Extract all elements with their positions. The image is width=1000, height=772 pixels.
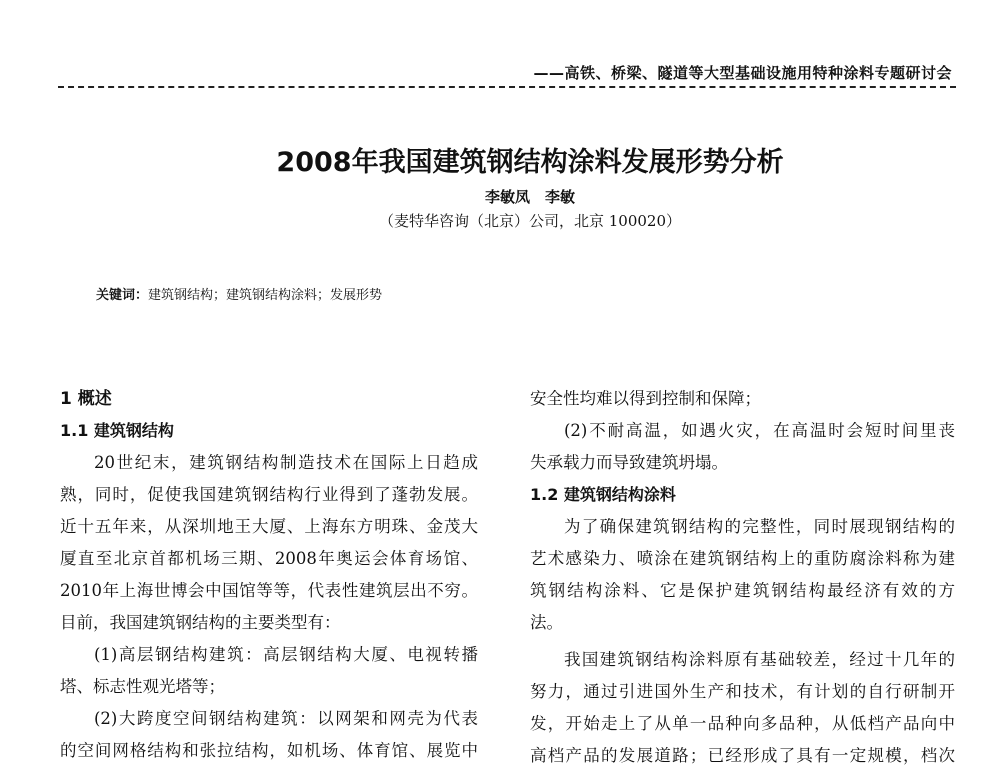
paragraph-line: 近十五年来，从深圳地王大厦、上海东方明珠、金茂大	[60, 517, 478, 536]
paragraph-line: 发，开始走上了从单一品种向多品种，从低档产品向中	[530, 714, 955, 733]
paragraph-line: 厦直至北京首都机场三期、2008年奥运会体育场馆、	[60, 549, 478, 568]
section-heading: 1 概述	[60, 389, 112, 409]
running-header: ——高铁、桥梁、隧道等大型基础设施用特种涂料专题研讨会	[533, 64, 952, 82]
paragraph-line: 为了确保建筑钢结构的完整性，同时展现钢结构的	[564, 517, 955, 536]
keywords-text: 建筑钢结构；建筑钢结构涂料；发展形势	[148, 288, 383, 303]
paragraph-line: 20世纪末，建筑钢结构制造技术在国际上日趋成	[94, 453, 478, 472]
paragraph-line: 失承载力而导致建筑坍塌。	[530, 453, 728, 472]
paragraph-line: 熟，同时，促使我国建筑钢结构行业得到了蓬勃发展。	[60, 485, 478, 504]
paragraph-line: 法。	[530, 613, 563, 632]
paragraph-line: (2)不耐高温，如遇火灾，在高温时会短时间里丧	[564, 421, 955, 440]
keywords	[96, 284, 382, 303]
article-affiliation: （麦特华咨询（北京）公司，北京 100020）	[378, 212, 682, 230]
paragraph-line: 目前，我国建筑钢结构的主要类型有：	[60, 613, 341, 632]
article-title: 2008年我国建筑钢结构涂料发展形势分析	[276, 147, 784, 178]
paragraph-line: (2)大跨度空间钢结构建筑：以网架和网壳为代表	[94, 709, 478, 728]
paragraph-line: 塔、标志性观光塔等；	[60, 677, 225, 696]
paragraph-line: 艺术感染力、喷涂在建筑钢结构上的重防腐涂料称为建	[530, 549, 955, 568]
paragraph-line: 我国建筑钢结构涂料原有基础较差，经过十几年的	[564, 650, 955, 669]
paragraph-line: (1)高层钢结构建筑：高层钢结构大厦、电视转播	[94, 645, 478, 664]
paragraph-line: 的空间网格结构和张拉结构，如机场、体育馆、展览中	[60, 741, 478, 760]
paragraph-line: 筑钢结构涂料、它是保护建筑钢结构最经济有效的方	[530, 581, 955, 600]
article-authors: 李敏凤 李敏	[484, 188, 575, 206]
keywords-label: 关键词：	[96, 288, 149, 303]
left-column	[60, 383, 478, 767]
subsection-heading: 1.1 建筑钢结构	[60, 421, 174, 440]
right-column	[530, 383, 955, 772]
paragraph-line: 努力，通过引进国外生产和技术，有计划的自行研制开	[530, 682, 955, 701]
subsection-heading: 1.2 建筑钢结构涂料	[530, 485, 676, 504]
paragraph-line: 2010年上海世博会中国馆等等，代表性建筑层出不穷。	[60, 581, 478, 600]
header-divider	[58, 86, 956, 88]
paragraph-line: 高档产品的发展道路；已经形成了具有一定规模，档次	[530, 746, 955, 765]
paragraph-line: 安全性均难以得到控制和保障；	[530, 389, 761, 408]
